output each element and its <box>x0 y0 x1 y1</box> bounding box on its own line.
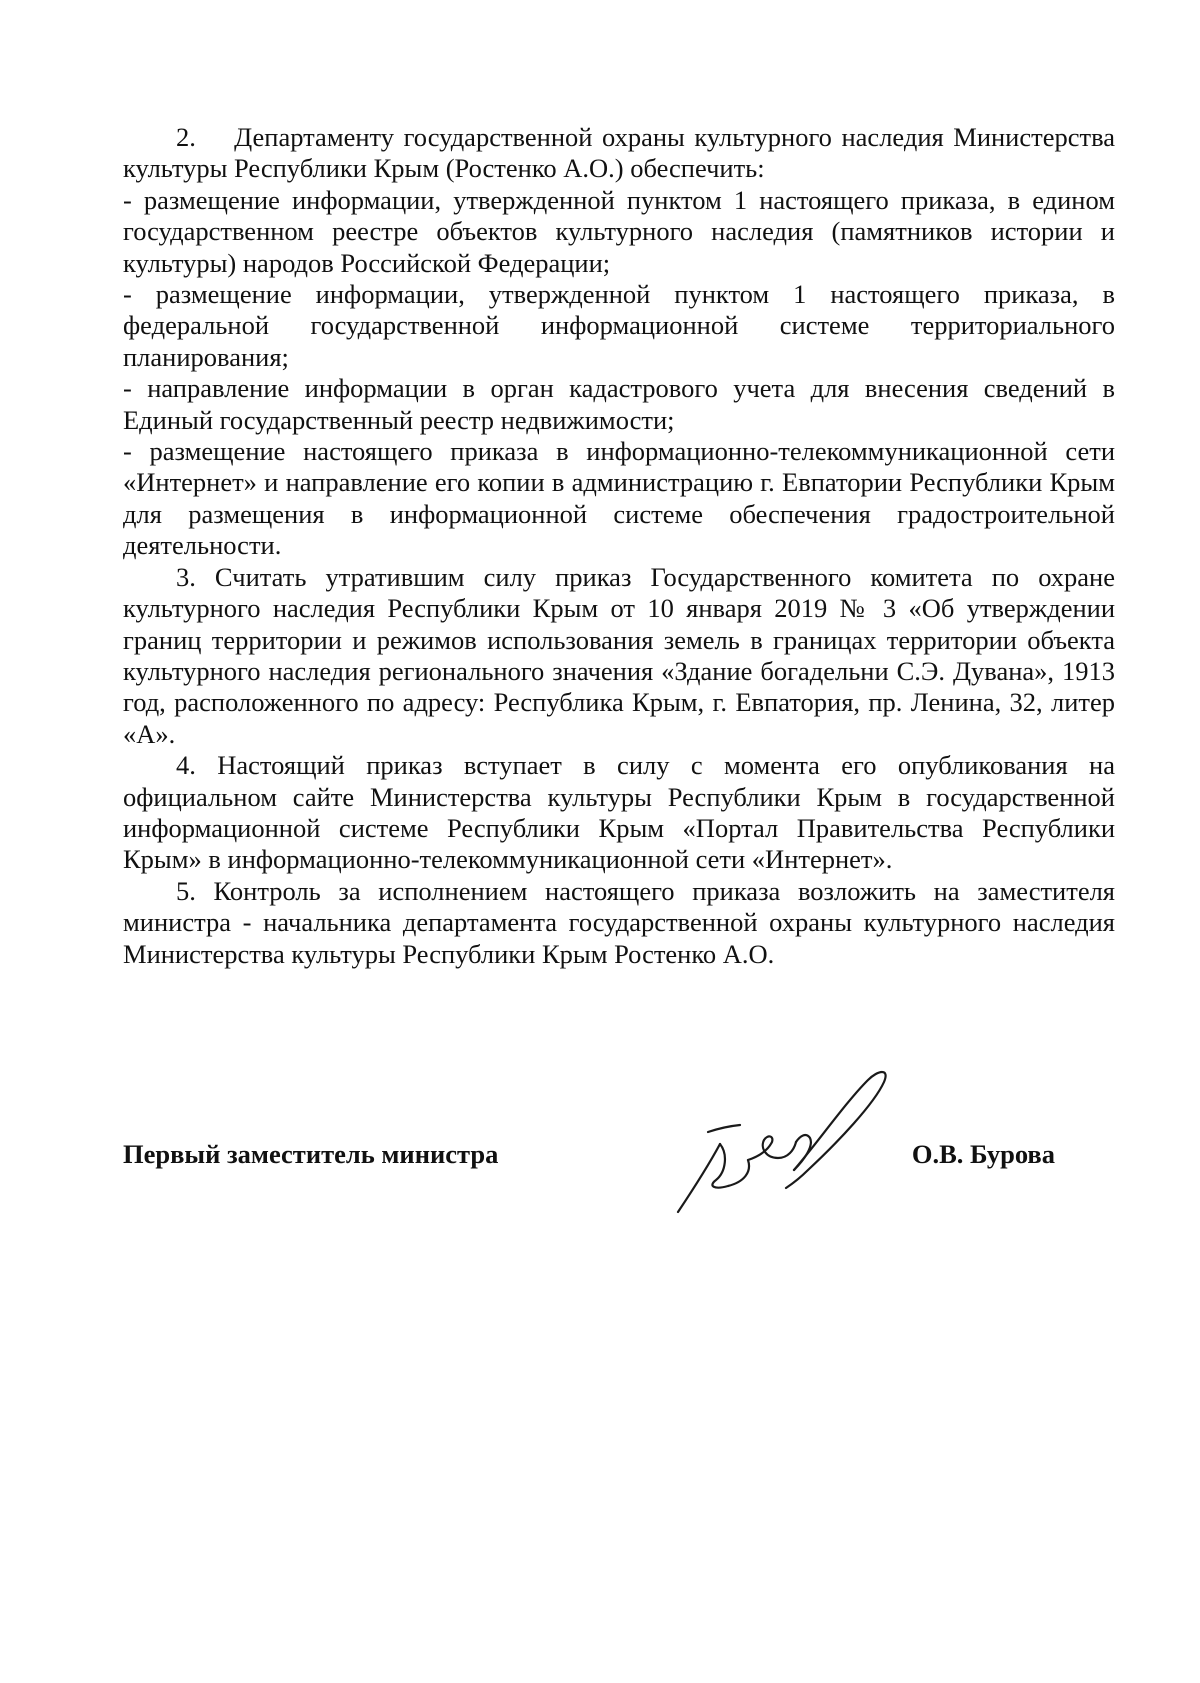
document-body <box>123 122 1115 970</box>
paragraph-item-2: 2. Департаменту государственной охраны культурного наследия Министерства культуры Республики Крым (Ростенко А.О.) обеспечить: <box>123 122 1115 184</box>
paragraph-item-5: 5. Контроль за исполнением настоящего приказа возложить на заместителя министра - начальника департамента государственной охраны культурного наследия Министерства культуры Республики Крым Ростенко А.О. <box>123 875 1115 969</box>
paragraph-item-2-internet: - размещение настоящего приказа в информационно-телекоммуникационной сети «Интернет» и направление его копии в администрацию г. Евпатории Республики Крым для размещения в информационной системе обеспечения градостроительной деятельности. <box>123 436 1115 561</box>
handwritten-signature-icon <box>668 1062 928 1222</box>
signature-block <box>123 1138 1115 1198</box>
paragraph-item-2-registry: - размещение информации, утвержденной пунктом 1 настоящего приказа, в едином государственном реестре объектов культурного наследия (памятников истории и культуры) народов Российской Федерации; <box>123 184 1115 278</box>
paragraph-item-3: 3. Считать утратившим силу приказ Государственного комитета по охране культурного наследия Республики Крым от 10 января 2019 № 3 «Об утверждении границ территории и режимов использования земель в границах территории объекта культурного наследия регионального значения «Здание богадельни С.Э. Дувана», 1913 год, расположенного по адресу: Республика Крым, г. Евпатория, пр. Ленина, 32, литер «А». <box>123 561 1115 749</box>
signatory-name: О.В. Бурова <box>911 1139 1055 1169</box>
paragraph-item-2-planning: - размещение информации, утвержденной пунктом 1 настоящего приказа, в федеральной государственной информационной системе территориального планирования; <box>123 279 1115 372</box>
signatory-role: Первый заместитель министра <box>123 1139 499 1169</box>
paragraph-item-4: 4. Настоящий приказ вступает в силу с момента его опубликования на официальном сайте Министерства культуры Республики Крым в государственной информационной системе Республики Крым «Портал Правительства Республики Крым» в информационно-телекоммуникационной сети «Интернет». <box>123 750 1115 875</box>
paragraph-item-2-cadastre: - направление информации в орган кадастрового учета для внесения сведений в Единый государственный реестр недвижимости; <box>123 373 1115 435</box>
